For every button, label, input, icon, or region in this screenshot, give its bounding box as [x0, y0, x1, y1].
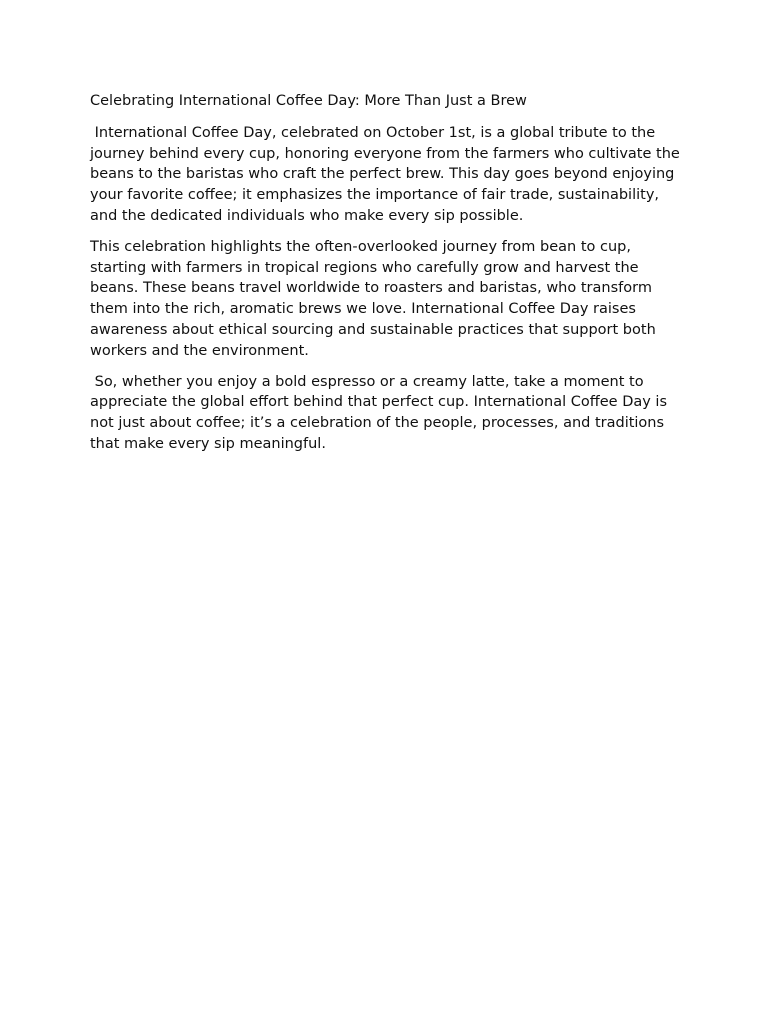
document-body [90, 91, 690, 465]
document-title: Celebrating International Coffee Day: More Than Just a Brew [90, 93, 527, 109]
paragraph-conclusion: So, whether you enjoy a bold espresso or a creamy latte, take a moment to appreciate the global effort behind that perfect cup. International Coffee Day is not just about coffee; it’s a celebration of the people, processes, and traditions that make every sip meaningful. [90, 373, 672, 452]
paragraph-journey: This celebration highlights the often-overlooked journey from bean to cup, starting with farmers in tropical regions who carefully grow and harvest the beans. These beans travel worldwide to roasters and baristas, who transform them into the rich, aromatic brews we love. International Coffee Day raises awareness about ethical sourcing and sustainable practices that support both workers and the environment. [90, 238, 661, 359]
paragraph-intro: International Coffee Day, celebrated on October 1st, is a global tribute to the journey behind every cup, honoring everyone from the farmers who cultivate the beans to the baristas who craft the perfect brew. This day goes beyond enjoying your favorite coffee; it emphasizes the importance of fair trade, sustainability, and the dedicated individuals who make every sip possible. [90, 124, 685, 224]
